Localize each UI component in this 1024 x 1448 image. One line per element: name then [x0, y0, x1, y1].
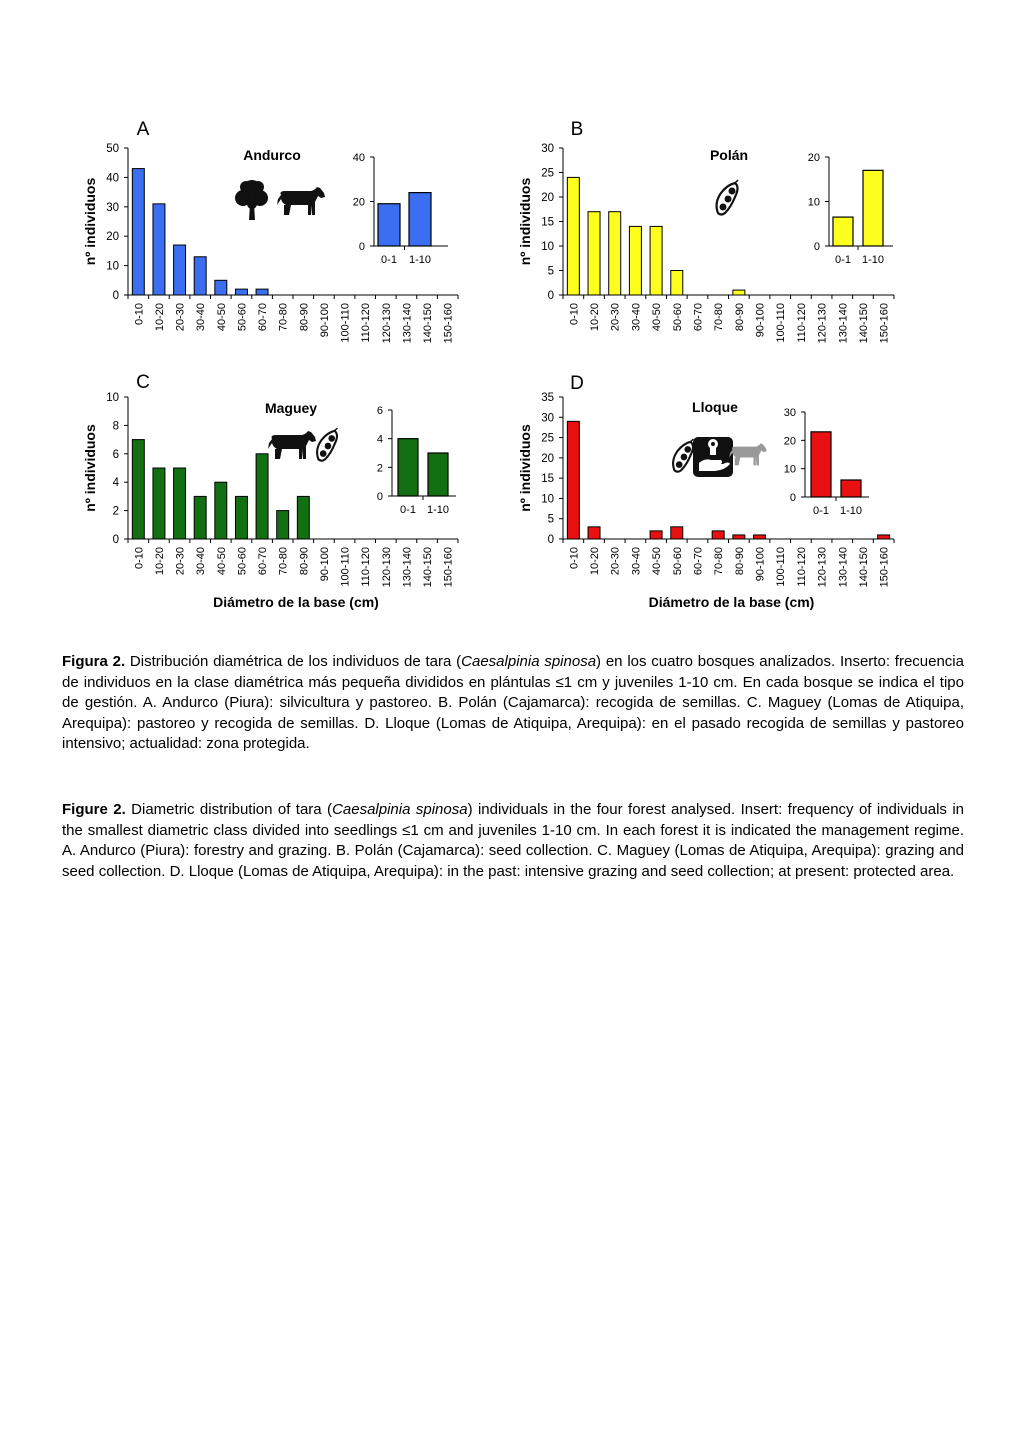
inset-bar [428, 453, 448, 496]
bar [567, 177, 579, 295]
bar [174, 468, 186, 539]
bar [754, 535, 766, 539]
bar [712, 531, 724, 539]
x-tick-label: 120-130 [380, 303, 393, 344]
bar [588, 527, 600, 539]
x-tick-label: 80-90 [298, 547, 311, 576]
y-tick-label: 5 [547, 513, 554, 526]
inset-bar [833, 217, 853, 246]
seed-pod-icon [673, 439, 693, 472]
x-tick-label: 100-110 [339, 547, 352, 587]
x-tick-label: 20-30 [609, 547, 622, 576]
y-tick-label: 4 [112, 477, 119, 490]
x-tick-label: 130-140 [401, 547, 414, 588]
y-axis-label: nº individuos [82, 177, 98, 266]
caption-label: Figure 2. [62, 801, 126, 818]
x-tick-label: 20-30 [174, 303, 187, 332]
inset-x-tick-label: 0-1 [400, 504, 416, 516]
x-tick-label: 0-10 [568, 303, 581, 326]
chart-title: Lloque [692, 399, 738, 415]
chart-title: Polán [709, 147, 749, 163]
x-tick-label: 110-120 [360, 303, 373, 343]
x-tick-label: 20-30 [174, 547, 187, 576]
y-tick-label: 30 [541, 143, 554, 155]
x-tick-label: 90-100 [754, 547, 767, 582]
bar [609, 212, 621, 295]
x-tick-label: 60-70 [692, 303, 705, 332]
inset-x-tick-label: 0-1 [381, 254, 397, 266]
x-tick-label: 30-40 [195, 547, 208, 576]
inset-x-tick-label: 1-10 [408, 254, 432, 266]
x-tick-label: 120-130 [816, 303, 829, 344]
x-tick-label: 30-40 [630, 547, 643, 576]
chart-title: Andurco [243, 147, 301, 163]
caption-label: Figura 2. [62, 653, 126, 670]
y-axis-label: nº individuos [517, 424, 533, 512]
x-tick-label: 10-20 [153, 547, 166, 576]
bar [174, 245, 186, 295]
panel-letter: D [570, 373, 584, 394]
inset-bar [378, 204, 400, 246]
bar [132, 169, 144, 295]
inset-chart [808, 152, 893, 266]
bar [588, 212, 600, 295]
x-tick-label: 90-100 [318, 303, 331, 338]
x-tick-label: 40-50 [651, 303, 664, 332]
chart-title: Maguey [264, 400, 318, 416]
caption-text-2: ) individuals in the four forest analysed. Insert: frequency of individuals in the smallest diametric class divided into seedlings ≤1 cm and juveniles 1-10 cm. In each forest it is indicated the management regime. A. Andurco (Piura): forestry and grazing. B. Polán (Cajamarca): seed collection. C. Maguey (Lomas de Atiquipa, Arequipa): grazing and seed collection. D. Lloque (Lomas de Atiquipa, Arequipa): in the past: intensive grazing and seed collection; at present: protected area. [62, 801, 964, 880]
inset-x-tick-label: 1-10 [426, 504, 450, 516]
seed-pod-icon [717, 180, 738, 215]
x-tick-label: 150-160 [878, 547, 891, 588]
panel-c [82, 372, 458, 610]
x-tick-label: 110-120 [360, 547, 373, 587]
panel-letter: A [136, 119, 150, 140]
inset-y-tick-label: 2 [376, 462, 383, 475]
cow-icon [268, 431, 316, 459]
caption-spanish [62, 652, 964, 755]
bar [256, 454, 268, 539]
y-tick-label: 0 [112, 290, 119, 302]
x-tick-label: 0-10 [133, 547, 146, 570]
protected-area-icon [693, 437, 733, 477]
x-tick-label: 10-20 [589, 547, 602, 576]
bar [671, 271, 683, 296]
y-tick-label: 0 [547, 534, 554, 546]
y-tick-label: 20 [541, 192, 554, 204]
bar [650, 531, 662, 539]
x-tick-label: 60-70 [257, 303, 270, 332]
caption-english [62, 800, 964, 882]
bar [650, 226, 662, 295]
inset-bar [398, 439, 418, 496]
panel-letter: B [570, 119, 584, 140]
y-tick-label: 10 [106, 260, 119, 273]
x-tick-label: 80-90 [733, 303, 746, 332]
cow-icon [277, 187, 325, 215]
inset-y-tick-label: 6 [376, 405, 383, 417]
y-tick-label: 6 [112, 448, 119, 461]
bar [297, 496, 309, 539]
bar [194, 496, 206, 539]
bar [733, 535, 745, 539]
inset-y-tick-label: 0 [789, 492, 796, 504]
y-tick-label: 0 [547, 290, 554, 302]
x-tick-label: 50-60 [236, 303, 249, 332]
inset-bar [811, 432, 831, 497]
inset-y-tick-label: 20 [783, 435, 796, 448]
x-tick-label: 90-100 [318, 547, 331, 582]
x-tick-label: 150-160 [442, 547, 455, 588]
y-tick-label: 30 [106, 201, 119, 214]
x-tick-label: 70-80 [277, 547, 290, 576]
x-tick-label: 120-130 [816, 547, 829, 588]
x-tick-label: 100-110 [339, 303, 352, 343]
inset-y-tick-label: 40 [352, 152, 365, 164]
y-tick-label: 30 [541, 412, 554, 425]
x-tick-label: 140-150 [857, 303, 870, 344]
y-tick-label: 50 [106, 143, 119, 155]
y-tick-label: 15 [541, 216, 554, 229]
x-tick-label: 120-130 [380, 547, 393, 588]
tree-icon [235, 180, 268, 220]
x-tick-label: 60-70 [257, 547, 270, 576]
x-tick-label: 110-120 [795, 547, 808, 587]
bar [277, 511, 289, 539]
bar [153, 468, 165, 539]
seed-pod-icon [317, 428, 337, 461]
bar [671, 527, 683, 539]
y-tick-label: 10 [541, 493, 554, 506]
y-axis-label: nº individuos [82, 424, 98, 512]
bar [153, 204, 165, 295]
bar [629, 226, 641, 295]
y-tick-label: 15 [541, 473, 554, 486]
x-tick-label: 130-140 [401, 303, 414, 344]
bar [733, 290, 745, 295]
inset-bar [863, 170, 883, 246]
inset-y-tick-label: 0 [376, 491, 383, 503]
y-tick-label: 20 [541, 452, 554, 465]
y-tick-label: 40 [106, 172, 119, 185]
x-tick-label: 70-80 [713, 303, 726, 332]
y-tick-label: 10 [541, 241, 554, 253]
x-tick-label: 150-160 [442, 303, 455, 344]
x-tick-label: 20-30 [609, 303, 622, 332]
x-tick-label: 150-160 [878, 303, 891, 344]
x-tick-label: 50-60 [671, 547, 684, 576]
panel-letter: C [136, 372, 150, 393]
x-tick-label: 80-90 [733, 547, 746, 576]
caption-text-1: Distribución diamétrica de los individuos de tara ( [125, 653, 462, 670]
x-tick-label: 130-140 [837, 547, 850, 588]
bar [215, 482, 227, 539]
bar [878, 535, 890, 539]
x-tick-label: 70-80 [277, 303, 290, 332]
figure-charts [0, 0, 1024, 640]
bar [132, 440, 144, 539]
inset-y-tick-label: 10 [783, 463, 796, 476]
y-tick-label: 20 [106, 231, 119, 244]
y-tick-label: 25 [541, 432, 554, 445]
inset-y-tick-label: 20 [807, 152, 820, 164]
caption-text-2: ) en los cuatro bosques analizados. Inserto: frecuencia de individuos en la clase diamétrica más pequeña divididos en plántulas ≤1 cm y juveniles 1-10 cm. En cada bosque se indica el tipo de gestión. A. Andurco (Piura): silvicultura y pastoreo. B. Polán (Cajamarca): recogida de semillas. C. Maguey (Lomas de Atiquipa, Arequipa): pastoreo y recogida de semillas. D. Lloque (Lomas de Atiquipa, Arequipa): en el pasado recogida de semillas y pastoreo intensivo; actualidad: zona protegida. [62, 653, 964, 753]
x-tick-label: 140-150 [422, 547, 435, 588]
x-axis-label: Diámetro de la base (cm) [648, 594, 815, 610]
x-tick-label: 0-10 [568, 547, 581, 570]
caption-species: Caesalpinia spinosa [332, 801, 468, 818]
x-tick-label: 80-90 [298, 303, 311, 332]
cow-icon [729, 444, 766, 466]
y-axis-label: nº individuos [517, 177, 533, 266]
inset-chart [353, 152, 448, 266]
inset-y-tick-label: 30 [783, 407, 796, 419]
x-tick-label: 10-20 [589, 303, 602, 332]
y-tick-label: 35 [541, 392, 554, 404]
x-tick-label: 90-100 [754, 303, 767, 338]
x-tick-label: 0-10 [133, 303, 146, 326]
inset-x-tick-label: 1-10 [839, 505, 863, 517]
inset-bar [409, 193, 431, 246]
inset-y-tick-label: 20 [352, 196, 365, 209]
bar [235, 289, 247, 295]
bar [194, 257, 206, 295]
y-tick-label: 0 [112, 534, 119, 546]
inset-x-tick-label: 0-1 [835, 254, 851, 266]
y-tick-label: 5 [547, 265, 554, 278]
y-tick-label: 8 [112, 420, 119, 433]
x-tick-label: 100-110 [775, 303, 788, 343]
bar [567, 421, 579, 539]
x-tick-label: 50-60 [236, 547, 249, 576]
x-axis-label: Diámetro de la base (cm) [213, 594, 379, 610]
x-tick-label: 140-150 [422, 303, 435, 344]
x-tick-label: 40-50 [215, 303, 228, 332]
inset-y-tick-label: 0 [813, 241, 820, 253]
x-tick-label: 40-50 [215, 547, 228, 576]
caption-species: Caesalpinia spinosa [461, 653, 597, 670]
bar [215, 280, 227, 295]
x-tick-label: 140-150 [857, 547, 870, 588]
x-tick-label: 30-40 [195, 303, 208, 332]
inset-x-tick-label: 0-1 [813, 505, 829, 517]
x-tick-label: 10-20 [153, 303, 166, 332]
x-tick-label: 110-120 [795, 303, 808, 343]
panel-b [517, 119, 894, 343]
x-tick-label: 130-140 [837, 303, 850, 344]
x-tick-label: 60-70 [692, 547, 705, 576]
bar [256, 289, 268, 295]
y-tick-label: 2 [112, 505, 119, 518]
inset-y-tick-label: 10 [807, 196, 820, 209]
x-tick-label: 50-60 [671, 303, 684, 332]
inset-y-tick-label: 4 [376, 433, 383, 446]
x-tick-label: 30-40 [630, 303, 643, 332]
x-tick-label: 40-50 [651, 547, 664, 576]
x-tick-label: 70-80 [713, 547, 726, 576]
inset-chart [784, 407, 869, 517]
x-tick-label: 100-110 [775, 547, 788, 587]
inset-x-tick-label: 1-10 [861, 254, 885, 266]
bar [235, 496, 247, 539]
y-tick-label: 10 [106, 392, 119, 404]
y-tick-label: 25 [541, 167, 554, 180]
caption-text-1: Diametric distribution of tara ( [125, 801, 333, 818]
panel-d [517, 373, 894, 610]
inset-y-tick-label: 0 [358, 241, 365, 253]
panel-a [82, 119, 458, 343]
inset-chart [377, 405, 456, 516]
inset-bar [841, 480, 861, 497]
